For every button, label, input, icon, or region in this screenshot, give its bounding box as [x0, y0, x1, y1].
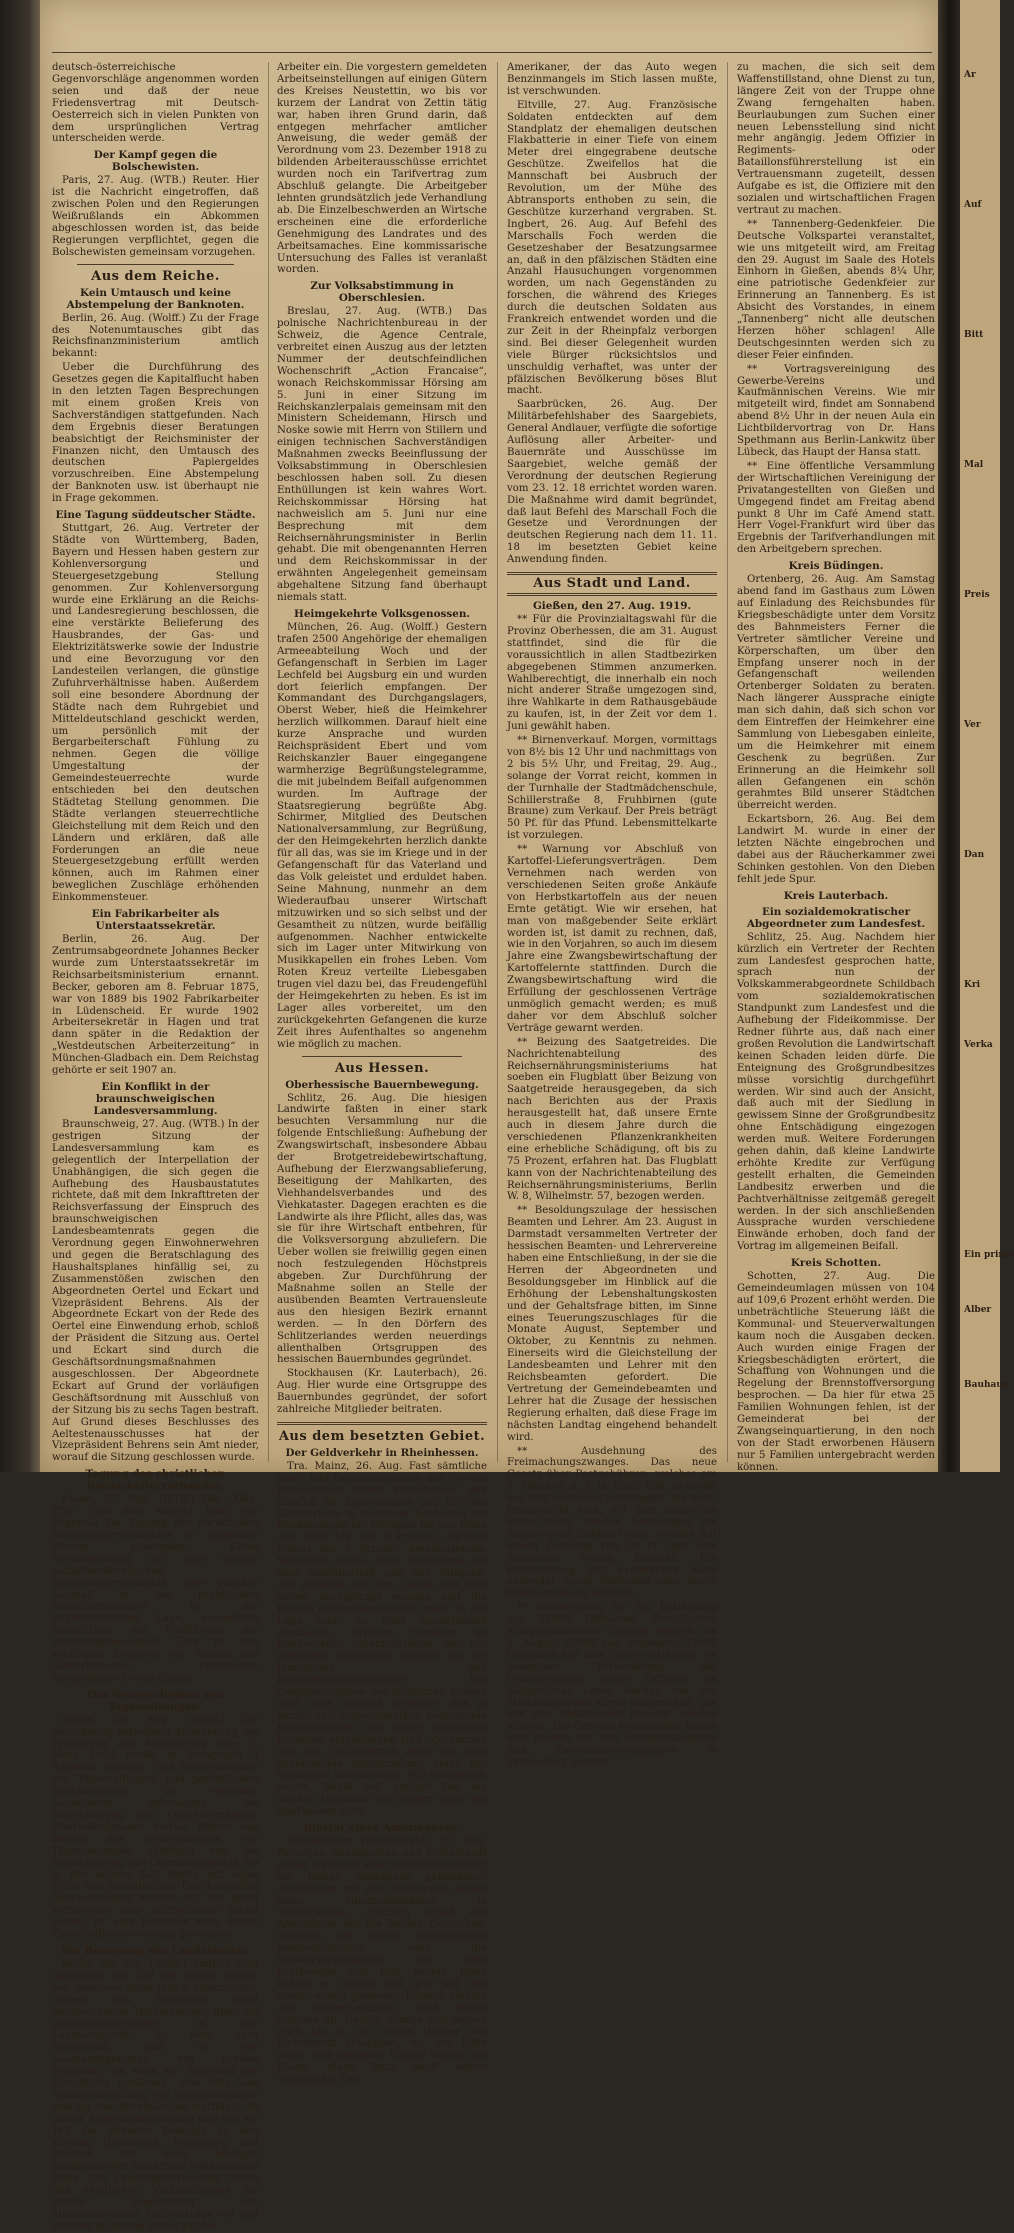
article-stockhausen: Stockhausen (Kr. Lauterbach), 26. Aug. Hier wurde eine Ortsgruppe des Bauernbundes gegründet, der sofort zahlreiche Mitglieder beitraten.	[277, 1368, 487, 1416]
headline-oberschlesien: Zur Volksabstimmung in Oberschlesien.	[310, 280, 454, 305]
headline-kreis-schotten: Kreis Schotten.	[790, 1257, 882, 1270]
article-tannenberg: ** Tannenberg-Gedenkfeier. Die Deutsche Volkspartei veranstaltet, wie uns mitgeteilt wird, am Freitag den 29. August im Saale des Hotels Einhorn in Gießen, abends 8¼ Uhr, eine patriotische Gedenkfeier zur Erinnerung an Tannenberg. Es ist Absicht des Vorstandes, in einem „Tannenberg“ nicht alle deutschen Herzen höher schlagen! Alle Deutschgesinnten werden sich zu dieser Feier einfinden.	[737, 218, 935, 361]
rubric-besetztes-gebiet: Aus dem besetzten Gebiet.	[278, 1428, 486, 1444]
headline-bolschewisten: Der Kampf gegen die Bolschewisten.	[93, 149, 218, 174]
next-page-fragment: Ver	[964, 720, 981, 730]
article-offiziere: ** Vorbereitung für die Entlassung von 12000 Offizieren. Preußischen Kriegsministerium zufolge werden am 1. August 20000 von insgesamt 32000 Offizieren aus dem Heere entlassen. Als besondere Vorbereitung der Unterbringung dieser Offiziere im bürgerlichen Leben werden von den Militärbehörden Kurse eingerichtet, die von den Entlassenen besucht werden können. Die General-Kommandos haben sich bereits mit den Handelskammern und Gewerbevereinigungen in Verbindung gesetzt.	[507, 1602, 717, 1769]
rubric-hessen: Aus Hessen.	[334, 1060, 430, 1076]
article-continuation: Amerikaner, der das Auto wegen Benzinmangels im Stich lassen mußte, ist verschwunden.	[507, 62, 717, 97]
column-rule	[497, 62, 498, 1462]
article-oberschlesien: Breslau, 27. Aug. (WTB.) Das polnische Nachrichtenbureau in der Schweiz, die Agence Centrale, verbreitet einen Auszug aus der letzten Nummer der deutschfeindlichen Wochenschrift „Action Francaise“, wonach Reichskommissar Hörsing am 5. Juni in einer Sitzung im Reichskanzlerpalais gemeinsam mit den Ministern Scheidemann, Hirsch und Noske sowie mit Herrn von Stillern und einigen technischen Sachverständigen Maßnahmen zwecks Beeinflussung der Volksabstimmung in Oberschlesien beschlossen haben soll. Zu diesen Enthüllungen ist kein wahres Wort. Reichskommissar Hörsing hat nachweislich am 5. Juni nur eine Besprechung mit dem Reichsernährungsminister in Berlin gehabt. Die mit obengenannten Herren und dem Reichskommissar in der erwähnten Angelegenheit gemeinsam abgehaltene Sitzung fand überhaupt niemals statt.	[277, 306, 487, 604]
column-2	[277, 62, 487, 2086]
column-3	[507, 62, 717, 1769]
article-vortrag: ** Vortragsvereinigung des Gewerbe-Vereins und Kaufmännischen Vereins. Wie mir mitgeteilt wird, findet am Sonnabend abend 8½ Uhr in der neuen Aula ein Lichtbildervortrag von Dr. Hans Spethmann aus Berlin-Lankwitz über Lübeck, das Haupt der Hansa statt.	[737, 363, 935, 458]
article-bolschewisten: Paris, 27. Aug. (WTB.) Reuter. Hier ist die Nachricht eingetroffen, daß zwischen Polen und den Regierungen Weißrußlands ein Abkommen abgeschlossen worden ist, das beide Regierungen verpflichtet, gegen die Bolschewisten gemeinsam vorzugehen.	[52, 175, 259, 258]
article-banknoten-2: Ueber die Durchführung des Gesetzes gegen die Kapitalflucht haben in den letzten Tagen Besprechungen mit einem großen Kreis von Sachverständigen stattgefunden. Nach dem Ergebnis dieser Beratungen beabsichtigt der Reichsminister der Finanzen nicht, den Umtausch des deutschen Papiergeldes vorzuschreiben. Eine Abstempelung der Banknoten usw. ist überhaupt nie in Frage gekommen.	[52, 362, 259, 505]
article-eckartsborn: Eckartsborn, 26. Aug. Bei dem Landwirt M. wurde in einer der letzten Nächte eingebrochen und dabei aus der Räucherkammer zwei Schinken gestohlen. Von den Dieben fehlt jede Spur.	[737, 814, 935, 885]
intro-paragraph: deutsch-österreichische Gegenvorschläge angenommen worden seien und daß der neue Friedensvertrag mit Deutsch-Oesterreich sich in vielen Punkten von dem ursprünglichen Vertrag unterscheiden werde.	[52, 62, 259, 145]
article-bluttat: Altenkirchen (Westerwald), 27. Aug. Zwischen Altenkirchen und Eichelhardt geriet während einer nächtlichen Fahrt ein bisher unbekannt gebliebener Amerikaner mit zwei Deutschen wegen eines Automobilankaufs in Streitigkeiten. Plötzlich schoß der Amerikaner auf die beiden Deutschen, verletzte sie durch Bauchschüsse lebensgefährlich, warf die Schwerverwundeten aus dem Kraftwagen und fuhr weiter. Dann kehrte er zurück und griff auf den einen, einem gewissen Eduard Neufch aus Niederwambach, noch einige Schüsse ab. Neufch konnte sich jedoch noch bis an die ersten Häuser von Eichelhardt schleppen, wo ihm Hilfe ward. Sein Begleiter, Gustav Wieser aus Essen, starb kurz nach seiner Auffindung. Der	[277, 1836, 487, 2086]
column-1	[52, 62, 259, 2232]
article-unterstaatssekretaer: Berlin, 26. Aug. Der Zentrumsabgeordnete Johannes Becker wurde zum Unterstaatssekretär im Reichsarbeitsministerium ernannt. Becker, geboren am 8. Februar 1875, war von 1889 bis 1902 Fabrikarbeiter in Lüdenscheid. Er wurde 1902 Arbeitersekretär in Hagen und trat dann später in die Redaktion der „Westdeutschen Arbeiterzeitung“ in München-Gladbach ein. Dem Reichstag gehörte er seit 1907 an.	[52, 934, 259, 1077]
article-tageszeitungen: Berlin, 26. Aug. (Wolff.) Die Verordnung betreffend Abänderung der Ergänzung der Verordnung vom 3. März 1919 erhält in Paragraph 3 folgende Fassung: Das Neuerscheinen von Tageszeitungen und periodischen Druckschriften ist verboten. Ausnahmen unterliegen der Genehmigung des Oberkommandos. Oberbefehlshaber Noske. Bisher war bereits das Neuerscheinen von Tageszeitungen abhängig von der Genehmigung des Oberkommandos. Da in der letzten Zeit Berlin mit einer Fülle von periodischen Druckschriften überschwemmt worden ist, die meist verbotenen oder unfriedlichen Inhalt haben, ist eine Kontrolle auch dieser Zeitschriften notwendig geworden.	[52, 1714, 259, 1941]
headline-kreis-lauterbach: Kreis Lauterbach.	[783, 889, 889, 902]
article-geldverkehr: Tra. Mainz, 26. Aug. Fast sämtliche Spar- und Darlehenskassen der Provinz Rheinhessen haben beschlossen, den Zinsfuß für Spareinlagen und für den Geldverkehr in laufender Rechnung für Rückeinlagen bei Einlagen bis zur Höhe von 2000 Mk. auf 3 Prozent, darüber hinaus auf 2 Prozent herabzusetzen. Veranlaßt wurde diese Maßnahme mit dem Geldüberfluß und der Tatsache, daß Zorleben auf dem Lande weit jetzt selten nachgefragt werden und die Kassen infolgedessen nicht mehr in der Lage sind, ihr Geld zinsbringend anzulegen. Größere Summen im Bankverkehr unterzubringen, der mit niedrigen Zinssätzen arbeitet als der Immobilien- und Darlehenskassenverkehr. Die Geldüberschüsse der ländlichen Kassen wird noch dadurch vermehrt, daß in letzter Zeit außerordentlich bedeutende Rückzahlungen von früher gewährten Darlehen eingegangen sind. Zusammen mit dem Geldüberfluß zeigt sich eine zunehmende Mißstimmung unter der ländlichen Bevölkerung. Wie festgestellt wurde, findet seit einiger Zeit ein starkes Abfließen von Geldern nach den Sparkassen statt.	[277, 1460, 487, 1818]
divider	[77, 264, 234, 265]
column-rule	[727, 62, 728, 1462]
article-braunschweig: Braunschweig, 27. Aug. (WTB.) In der gestrigen Sitzung der Landesversammlung kam es gelegentlich der Interpellation der Unabhängigen, die sich gegen die Aufhebung des Hausbaustatutes richtete, daß mit dem Inkrafttreten der Reichsverfassung der Einspruch des braunschweigischen Landesbeamtenrats gegen die Verordnung gegen Einwohnerwehren und gegen die Beratschlagung des Haushaltsplanes hinfällig sei, zu Zusammenstößen zwischen den Abgeordneten Oertel und Eckart und Vizepräsident Behrens. Als der Abgeordnete Eckart von der Rede des Oertel eine Einwendung erhob, schloß der Präsident die Sitzung aus. Oertel und Eckart sind durch die Geschäftsordnungsmaßnahmen ausgeschlossen. Der Abgeordnete Eckart auf Grund der vorläufigen Geschäftsordnung mit Ausschluß von der Sitzung bis zu sechs Tagen bestraft. Auf Grund dieses Beschlusses des Aeltestenausschusses hat der Vizepräsident Behrens sein Amt nieder, worauf die Sitzung geschlossen wurde.	[52, 1118, 259, 1464]
next-page-edge	[960, 0, 1014, 1472]
column-4	[737, 62, 935, 1473]
rubric-reich: Aus dem Reiche.	[91, 268, 220, 284]
article-freimachung: ** Ausdehnung des Freimachungszwanges. Das neue Gesetz über Postgebühren, welches am 1. Oktober d. J. in Kraft tritt, schreibt vor, daß sämtliche Sendungen, die nicht freigemacht sind, mit dem doppelten Porto belegt werden. Sendungen, die ungenügend frankiert sind, werden mit einem Zuschlag von 10 Pf. und dem fehlenden Betrag belastet. Die Freimachung mit Freimarken kann entweder durch Aufkleben oder durch Freistempelung erfolgen.	[507, 1445, 717, 1600]
article-kartoffel: ** Warnung vor Abschluß von Kartoffel-Lieferungsverträgen. Dem Vernehmen nach werden von verschiedenen Seiten große Ankäufe von Herbstkartoffeln aus der neuen Ernte getätigt. Wie wir ersehen, hat man von maßgebender Seite erklärt worden ist, ist damit zu rechnen, daß, wie in den Vorjahren, so auch im diesem Jahre eine Zwangsbewirtschaftung der Kartoffelernte stattfinden. Durch die Zwangsbewirtschaftung wird die Erfüllung der geschlossenen Verträge unmöglich gemacht werden; es muß daher vor dem Abschluß solcher Verträge gewarnt werden.	[507, 844, 717, 1034]
dateline: Gießen, den 27. Aug. 1919.	[532, 599, 692, 612]
headline-staedtetagung: Eine Tagung süddeutscher Städte.	[55, 509, 256, 522]
article-birnenverkauf: ** Birnenverkauf. Morgen, vormittags von 8½ bis 12 Uhr und nachmittags von 2 bis 5½ Uhr, und Freitag, 29. Aug., solange der Vorrat reicht, kommen in der Turnhalle der Stadtmädchenschule, Schillerstraße 8, Fruhbirnen (gute Braune) zum Verkauf. Der Preis beträgt 50 Pf. für das Pfund. Lebensmittelkarte ist vorzulegen.	[507, 735, 717, 842]
article-versammlung: ** Eine öffentliche Versammlung der Wirtschaftlichen Vereinigung der Privatangestellten von Gießen und Umgegend findet am Freitag abend punkt 8 Uhr im Café Amend statt. Herr Vogel-Frankfurt wird über das Ergebnis der Tarifverhandlungen mit den Arbeitgebern sprechen.	[737, 460, 935, 556]
headline-braunschweig: Ein Konflikt in der braunschweigischen Landesversammlung.	[93, 1080, 218, 1117]
headline-kreis-buedingen: Kreis Büdingen.	[788, 560, 884, 573]
headline-volksgenossen: Heimgekehrte Volksgenossen.	[294, 607, 470, 620]
headline-banknoten: Kein Umtausch und keine Abstempelung der Banknoten.	[66, 286, 245, 311]
next-page-fragment: Ein primo	[964, 1250, 1014, 1260]
article-saatgetreide: ** Beizung des Saatgetreides. Die Nachrichtenabteilung des Reichsernährungsministeriums hat soeben ein Flugblatt über Beizung von Saatgetreide herausgegeben, da sich nach Berichten aus der Praxis herausgestellt hat, daß unsere Ernte auch in diesem Jahre durch die verschiedenen Pflanzenkrankheiten eine erhebliche Schädigung, oft bis zu 75 Prozent, erfahren hat. Das Flugblatt kann von der Nachrichtenabteilung des Reichsernährungsministeriums, Berlin W. 8, Wilhelmstr. 57, bezogen werden.	[507, 1036, 717, 1203]
headline-geldverkehr: Der Geldverkehr in Rheinhessen.	[285, 1446, 479, 1459]
book-spine	[938, 0, 960, 1472]
column-rule	[268, 62, 269, 1462]
article-staedtetagung: Stuttgart, 26. Aug. Vertreter der Städte von Württemberg, Baden, Bayern und Hessen haben gestern zur Kohlenversorgung und Steuergesetzgebung Stellung genommen. Zur Kohlenversorgung wurde eine Erklärung an die Reichs- und Landesregierung beschlossen, die eine verstärkte Belieferung des Hausbrandes, der Gas- und Elektrizitätswerke sowie der Industrie und eine Bevorzugung vor den Landesteilen verlangen, die günstige Zufuhrverhältnisse haben. Außerdem soll eine besondere Abordnung der Städte nach dem Ruhrgebiet und Mitteldeutschland geschickt werden, um persönlich mit der Bergarbeiterschaft Fühlung zu nehmen. Gegen die völlige Umgestaltung der Gemeindesteuerrechte wurde entschieden bei den deutschen Städtetag Stellung genommen. Die Städte verlangen steuerrechtliche Gleichstellung mit dem Reich und den Ländern und erklären, daß alle Forderungen an die neue Steuergesetzgebung erfüllt werden können, auch im Rahmen einer beweglichen Zuschläge erhöhenden Einkommensteuer.	[52, 523, 259, 904]
next-page-fragment: Auf	[964, 200, 982, 210]
next-page-fragment: Mal	[964, 460, 984, 470]
newspaper-page	[40, 0, 938, 2232]
headline-bauernbewegung: Oberhessische Bauernbewegung.	[285, 1078, 479, 1091]
headline-landarbeiter: Die Bewegung der Landarbeiter.	[61, 1944, 250, 1957]
headline-bergarbeiter: Tagung des christlichen Bergarbeiterverbandes.	[85, 1468, 226, 1493]
next-page-fragment: Alber	[964, 1305, 992, 1315]
article-landarbeiter: Berlin, 26. Aug. (Wolff.) Amtlich wird mitgeteilt: Ein Teil der Presse bringt, von gewisser Seite falsch unterrichtet, erneut den Tatsachen nicht entsprechende Darstellungen über die Arbeitseinstellungen in der Landwirtschaft. Es wird dazu festgestellt, daß in vier Ausstandsgebieten des Kreises Grimmen, die etwa ein Siebentel der Kreisfläche umfassen, eine teils lose Arbeitseinstellung von durchschnittlich drei bis vier Arbeitsleuten stattfand. An dieser Arbeitsniederlegung war nur ein Teil der Arbeiter beteiligt. In den Kreisen Greifswald, Franzburg und Rostock hat nach heutiger telephonischer Nachfrage vollkommene Ruhe. Die Landarbeitervereine traten den sämtlichen Verhandlungen für strikte Innehaltung der abgeschlossenen Tarifverträge ein und wirkten in diesem Sinne auf die	[52, 1958, 259, 2232]
article-schotten: Schotten, 27. Aug. Die Gemeindeumlagen müssen von 104 auf 109,6 Prozent erhöht werden. Die unbeträchtliche Steuerung läßt die Kommunal- und Steuerverwaltungen kaum noch die Ausgaben decken. Auch wurden einige Fragen der Kriegsbeschädigten erörtert, die Schaffung von Wohnungen und die Regelung der Brennstoffversorgung besprochen. — Da hier für etwa 25 Familien Wohnungen fehlen, ist der Gemeinderat bei der Zwangseinquartierung, in den noch von der Stadt erworbenen Häusern nur 5 Familien untergebracht werden können.	[737, 1271, 935, 1473]
next-page-fragment: Dan	[964, 850, 985, 860]
next-page-fragment: Kri	[964, 980, 980, 990]
article-bauernbewegung: Schlitz, 26. Aug. Die hiesigen Landwirte faßten in einer stark besuchten Versammlung nur die folgende Entschließung: Aufhebung der Zwangswirtschaft, insbesondere Abbau der Brotgetreidebewirtschaftung, Aufhebung der Eierzwangsablieferung, Beseitigung der Mahlkarten, des Viehhandelsverbandes und des Viehkataster. Dagegen erachten es die Landwirte als ihre Pflicht, alles das, was sie für ihre Wirtschaft entbehren, für die Volksversorgung abzuliefern. Die Ueber wollen sie freiwillig gegen einen noch festzulegenden Höchstpreis abgeben. Zur Durchführung der Maßnahme sollen an Stelle der ausübenden Beamten Vertrauensleute aus den hiesigen Bezirk ernannt werden. — In den Dörfern des Schlitzerlandes werden neuerdings allenthalben Ortsgruppen des hessischen Bauernbundes gegründet.	[277, 1092, 487, 1366]
next-page-fragment: Preis	[964, 590, 990, 600]
article-volksgenossen: München, 26. Aug. (Wolff.) Gestern trafen 2500 Angehörige der ehemaligen Armeeabteilung Woch und der Gefangenschaft in Serbien im Lager Lechfeld bei Augsburg ein und wurden dort feierlich empfangen. Der Kommandant des Durchgangslagers, Oberst Weber, hieß die Heimkehrer herzlich willkommen. Darauf hielt eine kurze Ansprache und wurden Reichspräsident Ebert und vom Reichskanzler Bauer eingegangene warmherzige Begrüßungstelegramme, die mit jubelndem Beifall aufgenommen wurden. Im Auftrage der Staatsregierung begrüßte Abg. Schirmer, Mitglied des Deutschen Nationalversammlung, zur Begrüßung, der den Heimgekehrten herzlich dankte für all das, was sie im Kriege und in der Gefangenschaft für das Vaterland und das Volk geleistet und erduldet haben. Seine Mahnung, nunmehr an dem Wiederaufbau unserer Wirtschaft mitzuwirken und so sich selbst und der Gesamtheit zu nützen, wurde beifällig aufgenommen. Nachher entwickelte sich im Lager unter Mitwirkung von Musikkapellen ein frohes Leben. Vom Roten Kreuz verteilte Liebesgaben trugen viel dazu bei, das Freudengefühl der Heimgekehrten zu heben. Es ist im Lager alles vorbereitet, um den zurückgekehrten Gefangenen die kurze Zeit ihres Aufenthaltes so angenehm wie möglich zu machen.	[277, 621, 487, 1050]
rubric-stadt-und-land: Aus Stadt und Land.	[507, 572, 717, 596]
article-banknoten-1: Berlin, 26. Aug. (Wolff.) Zu der Frage des Notenumtausches gibt das Reichsfinanzministerium amtlich bekannt:	[52, 312, 259, 360]
headline-unterstaatssekretaer: Ein Fabrikarbeiter als Unterstaatssekretär.	[91, 908, 220, 933]
article-saarbruecken: Saarbrücken, 26. Aug. Der Militärbefehlshaber des Saargebiets, General Andlauer, verfügte die sofortige Auflösung aller Arbeiter- und Bauernräte und Ausschüsse im Saargebiet, welche gemäß der Verordnung der deutschen Regierung vom 23. 12. 18 errichtet worden waren. Die Maßnahme wird damit begründet, daß laut Befehl des Marschall Foch die Gesetze und Verordnungen der deutschen Regierung nach dem 11. 11. 18 im besetzten Gebiet keine Anwendung finden.	[507, 399, 717, 566]
article-bergarbeiter: Essen, 27. Aug. (WTB.) Die „Köln. Ztg.“ faßt ihre Ansicht über das Ergebnis der Tagung des christlichen Bergarbeiterverbandes in folgenden Worten zusammen: Keine Verschmelzung mit dem großen sozialdemokratischen Bergarbeiterverbande, aber gleiches Ausmaß in den praktischen Hauptforderungen in der augenblicklichen Lage, namentlich hinsichtlich der Einführung der Sechsstundenschicht. Das ist das wichtigste Ergebnis der Tagung des Gewerkvereins christlicher Bergarbeiter Deutschlands.	[52, 1494, 259, 1684]
article-continuation: zu machen, die sich seit dem Waffenstillstand, ohne Dienst zu tun, längere Zeit von der Truppe ohne Zwang ferngehalten haben. Beurlaubungen zum Suchen einer neuen Lebensstellung sind nicht mehr angängig. Jedem Offizier in Regiments- oder Bataillonsführerstellung ist ein Vertrauensmann zugeteilt, dessen Aufgabe es ist, die Offiziere mit den sozialen und wirtschaftlichen Fragen vertraut zu machen.	[737, 62, 935, 216]
headline-bluttat: Bluttat eines Amerikaners.	[303, 1822, 461, 1835]
divider	[302, 1056, 462, 1057]
next-page-fragment: Ar	[964, 70, 976, 80]
next-page-fragment: Bitt	[964, 330, 984, 340]
article-provinzialtag: ** Für die Provinzialtagswahl für die Provinz Oberhessen, die am 31. August stattfindet, sind die für die voraussichtlich in allen Stadtbezirken abgegebenen Stimmen anzumerken. Wahlberechtigt, die innerhalb ein noch nicht anderer Straße umgezogen sind, ihre Wahlkarte in dem Rathausgebäude zu kaufen, ist, in der Zeit vor dem 1. Juni gewählt haben.	[507, 613, 717, 733]
headline-tageszeitungen: Das Neuerscheinen von Tageszeitungen.	[86, 1688, 225, 1713]
next-page-fragment: Bauhaus	[964, 1380, 1008, 1390]
double-divider	[277, 1422, 487, 1425]
article-ortenberg: Ortenberg, 26. Aug. Am Samstag abend fand im Gasthaus zum Löwen auf Einladung des Reichsbundes für Kriegsbeschädigte unter dem Vorsitz des Bahnmeisters Ferner die Vertreter sämtlicher Vereine und Körperschaften, um über den Empfang unserer noch in der Gefangenschaft weilenden Ortenberger Soldaten zu beraten. Nach längerer Aussprache einigte man sich dahin, daß sich schon vor dem Eintreffen der Heimkehrer eine Sammlung von Liebesgaben einleite, um die Heimkehrer mit einem Geschenk zu begrüßen. Zur Erinnerung an die Heimkehr soll allen Gefangenen ein schön gerahmtes Bild unserer Städtchen überreicht werden.	[737, 574, 935, 812]
next-page-fragment: Verka	[964, 1040, 993, 1050]
top-rule	[52, 40, 932, 53]
article-schlitz: Schlitz, 25. Aug. Nachdem hier kürzlich ein Vertreter der Rechten zum Landesfest gesprochen hatte, sprach nun der Volkskammerabgeordnete Schildbach vom sozialdemokratischen Standpunkt zum Landesfest und die Aufhebung der Fideikommisse. Der Redner führte aus, daß nach einer großen Revolution die Landwirtschaft keinen Schaden leiden dürfe. Die Enteignung des Großgrundbesitzes müsse vorsichtig durchgeführt werden. Wir sind auch der Ansicht, daß auch mit der Siedlung in gewissem Sinne der Großgrundbesitz ohne Entschädigung eingezogen werden muß. Weitere Forderungen gehen dahin, daß kleine Landwirte erhöhte Kredite zur Verfügung gestellt erhalten, die Gemeinden Landbesitz erwerben und die Pachtverhältnisse zeitgemäß geregelt werden. In der sich anschließenden Aussprache wurden verschiedene Einwände erhoben, doch fand der Vortrag im allgemeinen Beifall.	[737, 931, 935, 1253]
headline-abgeordneter: Ein sozialdemokratischer Abgeordneter zum Landesfest.	[746, 905, 926, 930]
article-besoldung: ** Besoldungszulage der hessischen Beamten und Lehrer. Am 23. August in Darmstadt versammelten Vertreter der hessischen Beamten- und Lehrervereine haben eine Entschließung, in der sie die Herren der Abgeordneten und Besoldungsgeber im Hinblick auf die Erhöhung der Lebenshaltungskosten und der Gehaltsfrage bitten, im Sinne eines Teuerungszuschlages für die Monate August, September und Oktober, zu Kenntnis zu nehmen. Einerseits wird die Gleichstellung der Landesbeamten und Lehrer mit den Reichsbeamten gefordert. Die Vertretung der Gemeindebeamten und Lehrer hat die Zusage der hessischen Regierung erhalten, daß diese Frage im nächsten Landtag eingehend behandelt wird.	[507, 1205, 717, 1443]
article-eltville: Eltville, 27. Aug. Französische Soldaten entdeckten auf dem Standplatz der ehemaligen deutschen Flakbatterie in einer Tiefe von einem Meter drei eingegrabene deutsche Geschütze. Zweifellos hat die Mannschaft bei Ausbruch der Revolution, um der Mühe des Abtransports enthoben zu sein, die Geschütze kurzerhand vergraben. St. Ingbert, 26. Aug. Auf Befehl des Marschalls Foch werden die Gesetzeshaber der Besatzungsarmee an, daß in den pfälzischen Städten eine Anzahl Hausuchungen vorgenommen worden, um nach Gegenständen zu forschen, die während des Krieges durch die deutschen Soldaten aus Frankreich entwendet worden und die zur Zeit in der Rheinpfalz verborgen sind. Bei dieser Gelegenheit wurden viele Bürger rücksichtslos und unschuldig verhaftet, was unter der pfälzischen Bevölkerung böses Blut macht.	[507, 99, 717, 397]
article-continuation: Arbeiter ein. Die vorgestern gemeldeten Arbeitseinstellungen auf einigen Gütern des Kreises Neustettin, wo bis vor kurzem der Landrat von Zettin tätig war, haben ihren Grund darin, daß entgegen mehrfacher amtlicher Anweisung, die weder gemäß der Verordnung vom 23. Dezember 1918 zu bildenden Arbeiterausschüsse errichtet wurden noch ein Tarifvertrag zum Abschluß gelangte. Die Arbeitgeber lehnten grundsätzlich jede Verhandlung ab. Die Einzelbeschwerden an Wirtsche erscheinen eine die erforderliche Genehmigung des Landrates und des Arbeitsamaches. Eine kommissarische Untersuchung des Falles ist veranlaßt worden.	[277, 62, 487, 276]
left-page-edge	[0, 0, 40, 1472]
